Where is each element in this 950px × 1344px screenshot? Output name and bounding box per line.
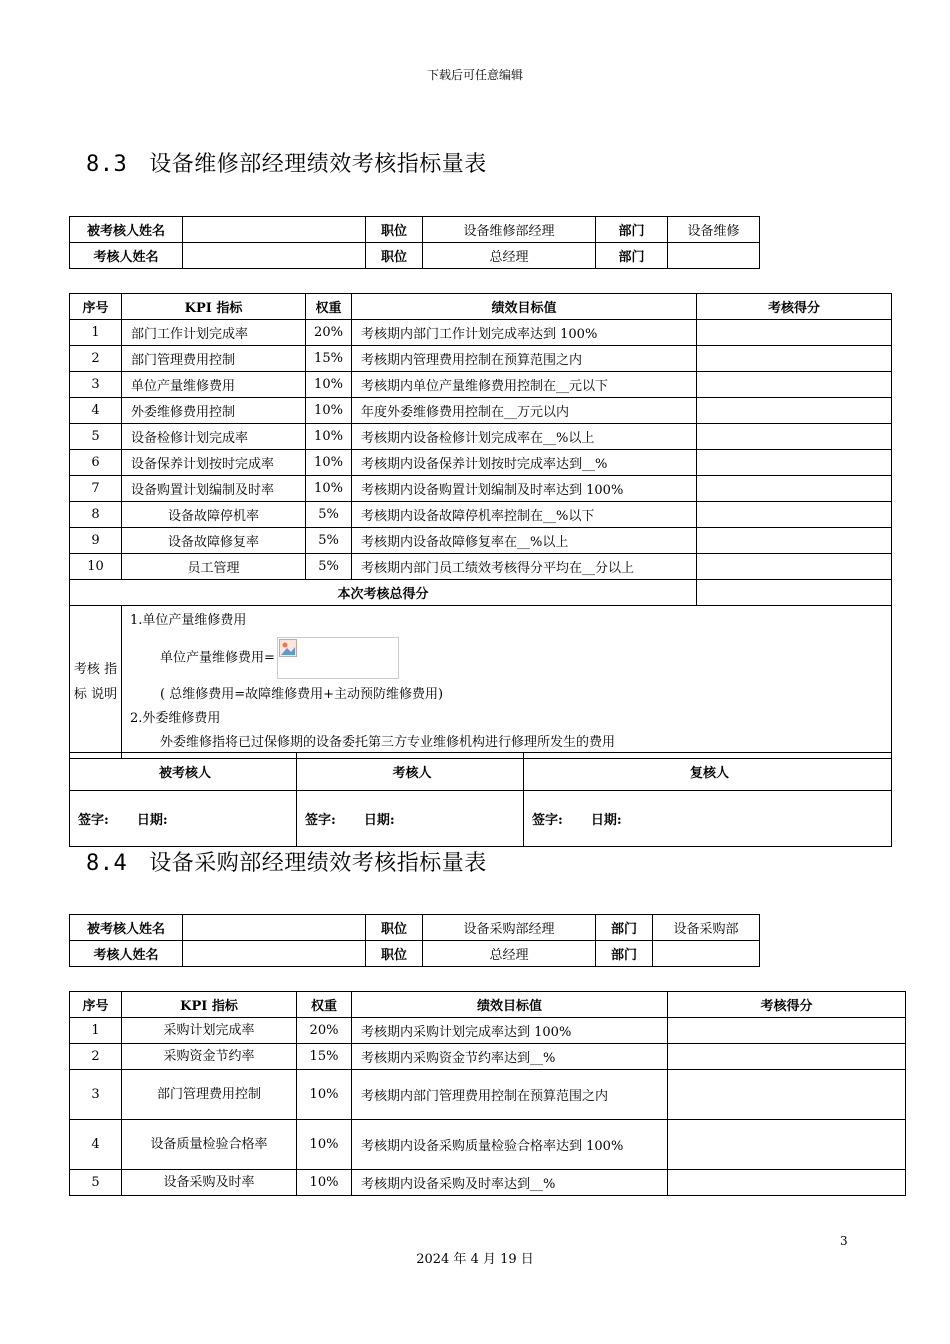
row-weight: 5%: [306, 528, 352, 554]
col-no-header: 序号: [70, 992, 122, 1018]
table-row: [70, 528, 892, 554]
sign-reviewer-header: 复核人: [524, 753, 892, 791]
row-kpi: [122, 1044, 297, 1070]
sign-reviewer-field[interactable]: [524, 791, 892, 847]
formula-image: [277, 637, 399, 679]
explanation-row: [70, 606, 892, 759]
row-score[interactable]: [697, 372, 892, 398]
explanation-label-3: 说明: [91, 687, 118, 702]
assessor-name-label: 考核人姓名: [70, 941, 183, 967]
signature-field-row: [70, 791, 892, 847]
row-no: 5: [70, 424, 122, 450]
assessee-name-label: 被考核人姓名: [70, 217, 183, 243]
row-kpi-line: 设备质量: [150, 1136, 203, 1152]
assessor-name-value[interactable]: [183, 243, 366, 269]
row-score[interactable]: [697, 502, 892, 528]
row-kpi: 设备检修计划完成率: [122, 424, 306, 450]
department-label: 部门: [596, 941, 653, 967]
row-no: 1: [70, 320, 122, 346]
col-weight-header: 权重: [297, 992, 352, 1018]
row-score[interactable]: [668, 1018, 906, 1044]
row-kpi-line: 采购资金节约率: [163, 1048, 255, 1064]
explanation-item1-formula: [130, 637, 883, 679]
sign-assessee-field[interactable]: [70, 791, 297, 847]
row-weight: 10%: [306, 450, 352, 476]
assessor-name-label: 考核人姓名: [70, 243, 183, 269]
row-no: 1: [70, 1018, 122, 1044]
formula-prefix: 单位产量维修费用=: [160, 650, 275, 666]
row-score[interactable]: [697, 528, 892, 554]
row-target: 考核期内采购资金节约率达到__%: [352, 1044, 668, 1070]
row-no: 4: [70, 1120, 122, 1170]
row-kpi: 部门工作计划完成率: [122, 320, 306, 346]
table-row: [70, 554, 892, 580]
total-score-label: 本次考核总得分: [70, 580, 697, 606]
row-weight: 10%: [306, 372, 352, 398]
row-kpi: 外委维修费用控制: [122, 398, 306, 424]
table-row: [70, 372, 892, 398]
kpi-rows: [70, 1018, 906, 1196]
row-target: 考核期内部门员工绩效考核得分平均在__分以上: [352, 554, 697, 580]
col-kpi-header: KPI 指标: [122, 992, 297, 1018]
footer-date: 2024 年 4 月 19 日: [416, 1252, 534, 1267]
total-score-row: [70, 580, 892, 606]
kpi-table-8-4: [69, 991, 906, 1196]
col-no-header: 序号: [70, 294, 122, 320]
kpi-header-row: [70, 294, 892, 320]
assessee-department-value: 设备维修: [668, 217, 760, 243]
info-table-8-3: [69, 216, 760, 269]
table-row: [70, 476, 892, 502]
row-no: 9: [70, 528, 122, 554]
row-weight: 20%: [306, 320, 352, 346]
explanation-item2-title: 2.外委维修费用: [130, 711, 221, 726]
row-score[interactable]: [697, 398, 892, 424]
table-row: [70, 398, 892, 424]
row-kpi-line: 费用控制: [209, 1086, 262, 1102]
assessee-name-value[interactable]: [183, 915, 366, 941]
row-score[interactable]: [697, 554, 892, 580]
col-target-header: 绩效目标值: [352, 294, 697, 320]
row-no: 3: [70, 1070, 122, 1120]
sign-label: 签字:: [305, 813, 336, 828]
header-note: 下载后可任意编辑: [426, 68, 523, 82]
row-no: 3: [70, 372, 122, 398]
explanation-label-2: 指标: [73, 662, 118, 702]
row-score[interactable]: [697, 424, 892, 450]
assessor-position-value: 总经理: [423, 941, 596, 967]
col-kpi-header: KPI 指标: [122, 294, 306, 320]
section-number: 8.3: [86, 152, 128, 177]
section-title-text: 设备维修部经理绩效考核指标量表: [149, 152, 487, 177]
row-kpi: 员工管理: [122, 554, 306, 580]
col-target-header: 绩效目标值: [352, 992, 668, 1018]
row-target: 考核期内单位产量维修费用控制在__元以下: [352, 372, 697, 398]
row-kpi: 单位产量维修费用: [122, 372, 306, 398]
explanation-content: [122, 606, 892, 759]
row-score[interactable]: [697, 450, 892, 476]
broken-image-icon: [279, 639, 297, 657]
signature-header-row: [70, 753, 892, 791]
assessor-position-value: 总经理: [423, 243, 596, 269]
col-weight-header: 权重: [306, 294, 352, 320]
table-row: [70, 1018, 906, 1044]
row-no: 7: [70, 476, 122, 502]
kpi-header-row: [70, 992, 906, 1018]
row-score[interactable]: [697, 346, 892, 372]
table-row: [70, 450, 892, 476]
signature-table-8-3: [69, 752, 892, 847]
table-row: [70, 1070, 906, 1120]
row-target: 考核期内部门管理费用控制在预算范围之内: [352, 1070, 668, 1120]
row-kpi: [122, 1018, 297, 1044]
row-no: 5: [70, 1170, 122, 1196]
row-no: 2: [70, 346, 122, 372]
section-title-8-4: [86, 846, 487, 877]
section-title-text: 设备采购部经理绩效考核指标量表: [149, 851, 487, 876]
explanation-item1-title: 1.单位产量维修费用: [130, 613, 247, 628]
assessor-department-value: [653, 941, 760, 967]
sign-assessee-header: 被考核人: [70, 753, 297, 791]
assessor-name-value[interactable]: [183, 941, 366, 967]
row-no: 4: [70, 398, 122, 424]
assessee-row: [70, 217, 760, 243]
position-label: 职位: [366, 941, 423, 967]
row-target: 考核期内部门工作计划完成率达到 100%: [352, 320, 697, 346]
row-target: 考核期内管理费用控制在预算范围之内: [352, 346, 697, 372]
row-weight: 15%: [297, 1044, 352, 1070]
row-score[interactable]: [668, 1170, 906, 1196]
position-label: 职位: [366, 243, 423, 269]
explanation-item1-note: ( 总维修费用=故障维修费用+主动预防维修费用): [160, 687, 444, 702]
row-kpi: 部门管理费用控制: [122, 346, 306, 372]
kpi-table-8-3: [69, 293, 892, 759]
row-kpi: 设备保养计划按时完成率: [122, 450, 306, 476]
row-kpi: 设备故障修复率: [122, 528, 306, 554]
sign-assessor-header: 考核人: [297, 753, 524, 791]
row-kpi-line: 检验合格率: [202, 1136, 268, 1152]
row-target: 考核期内设备故障修复率在__%以上: [352, 528, 697, 554]
row-score[interactable]: [668, 1044, 906, 1070]
assessor-department-value: [668, 243, 760, 269]
assessee-position-value: 设备采购部经理: [423, 915, 596, 941]
row-kpi-line: 设备采购及时率: [163, 1174, 255, 1190]
row-score[interactable]: [697, 476, 892, 502]
assessee-row: [70, 915, 760, 941]
info-table-8-4: [69, 914, 760, 967]
department-label: 部门: [596, 243, 668, 269]
row-score[interactable]: [668, 1070, 906, 1120]
position-label: 职位: [366, 217, 423, 243]
table-row: [70, 424, 892, 450]
department-label: 部门: [596, 915, 653, 941]
row-weight: 10%: [297, 1120, 352, 1170]
row-target: 考核期内设备保养计划按时完成率达到__%: [352, 450, 697, 476]
date-label: 日期:: [136, 813, 168, 828]
row-no: 8: [70, 502, 122, 528]
department-label: 部门: [596, 217, 668, 243]
assessee-name-value[interactable]: [183, 217, 366, 243]
table-row: [70, 502, 892, 528]
row-kpi: [122, 1170, 297, 1196]
row-weight: 10%: [297, 1170, 352, 1196]
section-title-8-3: [86, 147, 487, 178]
row-weight: 5%: [306, 502, 352, 528]
row-weight: 10%: [306, 424, 352, 450]
assessee-department-value: 设备采购部: [653, 915, 760, 941]
row-weight: 20%: [297, 1018, 352, 1044]
total-score-value[interactable]: [697, 580, 892, 606]
date-label: 日期:: [363, 813, 395, 828]
row-target: 考核期内设备购置计划编制及时率达到 100%: [352, 476, 697, 502]
row-target: 考核期内设备故障停机率控制在__%以下: [352, 502, 697, 528]
table-row: [70, 320, 892, 346]
row-target: 考核期内设备检修计划完成率在__%以上: [352, 424, 697, 450]
kpi-rows: [70, 320, 892, 580]
row-kpi: 设备购置计划编制及时率: [122, 476, 306, 502]
position-label: 职位: [366, 915, 423, 941]
date-label: 日期:: [590, 813, 622, 828]
row-no: 2: [70, 1044, 122, 1070]
col-score-header: 考核得分: [668, 992, 906, 1018]
row-kpi: [122, 1070, 297, 1120]
row-no: 6: [70, 450, 122, 476]
assessee-name-label: 被考核人姓名: [70, 915, 183, 941]
section-number: 8.4: [86, 851, 128, 876]
page-number: 3: [840, 1234, 848, 1248]
sign-label: 签字:: [78, 813, 109, 828]
row-kpi: [122, 1120, 297, 1170]
row-weight: 15%: [306, 346, 352, 372]
assessor-row: [70, 243, 760, 269]
row-target: 年度外委维修费用控制在__万元以内: [352, 398, 697, 424]
row-kpi-line: 采购计划完成率: [163, 1022, 255, 1038]
row-kpi-line: 部门管理: [156, 1086, 209, 1102]
row-score[interactable]: [697, 320, 892, 346]
row-weight: 10%: [306, 398, 352, 424]
row-weight: 10%: [306, 476, 352, 502]
sign-label: 签字:: [532, 813, 563, 828]
row-weight: 10%: [297, 1070, 352, 1120]
table-row: [70, 1120, 906, 1170]
row-target: 考核期内采购计划完成率达到 100%: [352, 1018, 668, 1044]
row-target: 考核期内设备采购及时率达到__%: [352, 1170, 668, 1196]
table-row: [70, 346, 892, 372]
table-row: [70, 1170, 906, 1196]
row-target: 考核期内设备采购质量检验合格率达到 100%: [352, 1120, 668, 1170]
sign-assessor-field[interactable]: [297, 791, 524, 847]
row-weight: 5%: [306, 554, 352, 580]
explanation-label: [70, 606, 122, 759]
row-score[interactable]: [668, 1120, 906, 1170]
assessor-row: [70, 941, 760, 967]
row-no: 10: [70, 554, 122, 580]
table-row: [70, 1044, 906, 1070]
assessee-position-value: 设备维修部经理: [423, 217, 596, 243]
explanation-label-1: 考核: [73, 662, 100, 677]
explanation-item2-text: 外委维修指将已过保修期的设备委托第三方专业维修机构进行修理所发生的费用: [160, 735, 616, 750]
col-score-header: 考核得分: [697, 294, 892, 320]
row-kpi: 设备故障停机率: [122, 502, 306, 528]
